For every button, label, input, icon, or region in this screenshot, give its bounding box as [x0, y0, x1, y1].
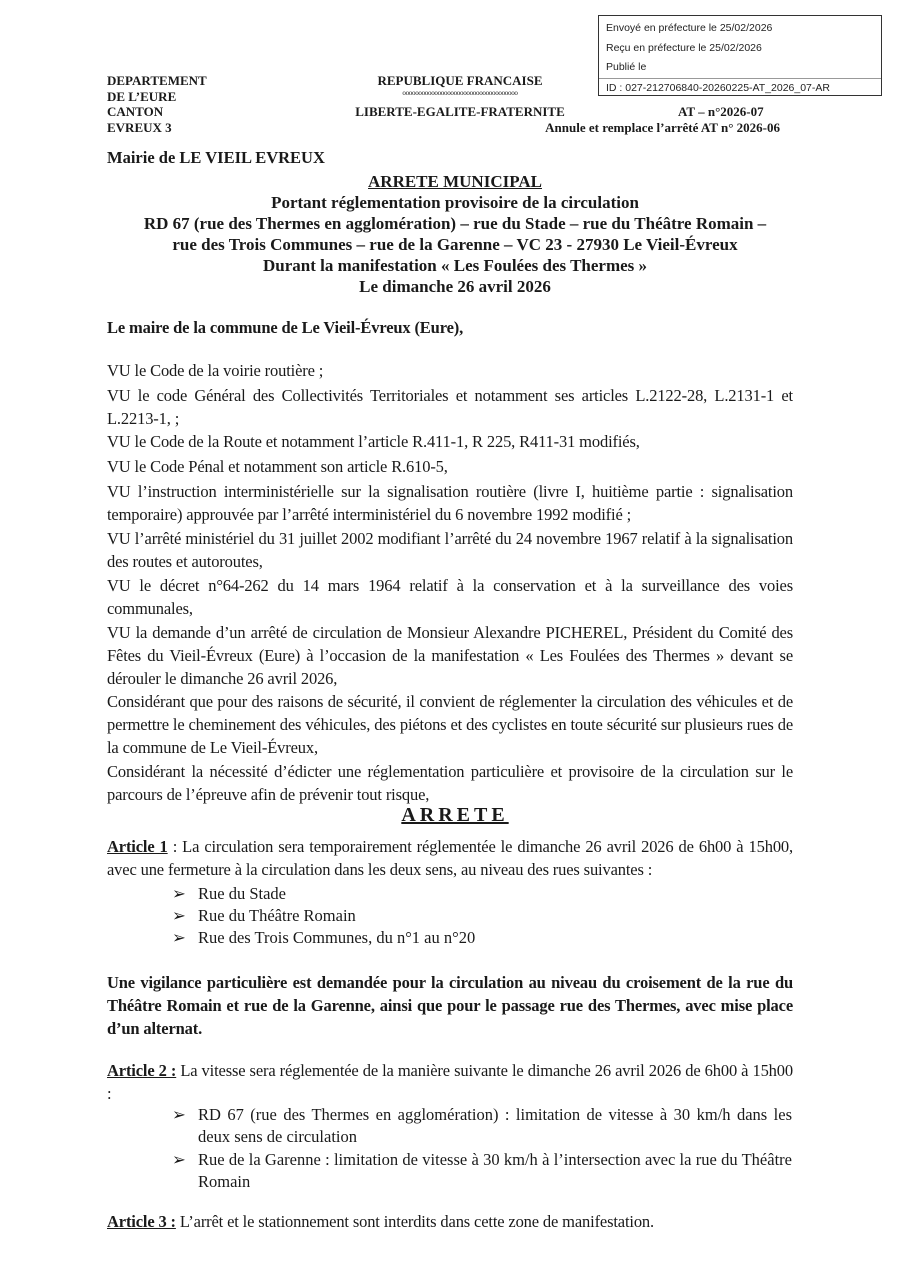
- list-item: [172, 1149, 792, 1193]
- article-2: [107, 1059, 793, 1105]
- prefecture-stamp: [598, 15, 882, 96]
- article-2-label: Article 2 :: [107, 1061, 177, 1080]
- subtitle-line: Durant la manifestation « Les Foulées des Thermes »: [262, 256, 648, 275]
- header-line: CANTON: [107, 104, 164, 119]
- header-line: EVREUX 3: [107, 119, 172, 135]
- mairie-label: Mairie de LE VIEIL EVREUX: [107, 148, 325, 167]
- ornament-divider: oooooooooooooooooooooooooooooooooooo: [402, 88, 518, 97]
- title-block: [100, 171, 810, 297]
- stamp-published: Publié le: [606, 61, 647, 73]
- article-3-label: Article 3 :: [107, 1212, 176, 1231]
- vigilance-note: Une vigilance particulière est demandée pour la circulation au niveau du croisement de la rue du Théâtre Romain et rue de la Garenne, ainsi que pour le passage rue des Thermes, avec mise place d’un alternat.: [107, 973, 793, 1038]
- consideration: VU le Code de la Route et notamment l’article R.411-1, R 225, R411-31 modifiés,: [107, 432, 640, 451]
- republic-title: REPUBLIQUE FRANCAISE: [377, 73, 543, 88]
- reference-number: AT – n°2026-07: [678, 104, 764, 119]
- consideration: VU le code Général des Collectivités Territoriales et notamment ses articles L.2122-28, L.2131-1 et L.2213-1, ;: [107, 386, 793, 428]
- motto: LIBERTE-EGALITE-FRATERNITE: [355, 103, 565, 119]
- street-list: [172, 883, 792, 949]
- department-header: [107, 73, 207, 135]
- speed-list: [172, 1104, 792, 1193]
- subtitle-line: Portant réglementation provisoire de la circulation: [271, 193, 639, 212]
- article-3: [107, 1210, 793, 1233]
- street-name: Rue du Stade: [198, 884, 286, 903]
- subtitle-line: Le dimanche 26 avril 2026: [359, 277, 551, 296]
- arrow-bullet-icon: ➢: [172, 928, 186, 947]
- consideration: Considérant la nécessité d’édicter une réglementation particulière et provisoire de la circulation sur le parcours de l’épreuve afin de prévenir tout risque,: [107, 762, 793, 804]
- speed-rule: RD 67 (rue des Thermes en agglomération) : limitation de vitesse à 30 km/h dans les deux sens de circulation: [198, 1105, 792, 1146]
- consideration: VU le Code de la voirie routière ;: [107, 361, 324, 380]
- page-title: ARRETE MUNICIPAL: [368, 172, 542, 191]
- stamp-id: ID : 027-212706840-20260225-AT_2026_07-AR: [599, 78, 881, 99]
- arrow-bullet-icon: ➢: [172, 906, 186, 925]
- article-2-text: La vitesse sera réglementée de la manière suivante le dimanche 26 avril 2026 de 6h00 à 15h00 :: [107, 1061, 793, 1103]
- mayor-line: Le maire de la commune de Le Vieil-Évreux (Eure),: [107, 318, 464, 337]
- arrow-bullet-icon: ➢: [172, 1105, 186, 1124]
- header-line: DE L’EURE: [107, 88, 177, 104]
- subtitle-line: rue des Trois Communes – rue de la Garenne – VC 23 - 27930 Le Vieil-Évreux: [172, 235, 738, 254]
- arrow-bullet-icon: ➢: [172, 884, 186, 903]
- republic-header: [340, 73, 580, 119]
- speed-rule: Rue de la Garenne : limitation de vitesse à 30 km/h à l’intersection avec la rue du Théâtre Romain: [198, 1150, 792, 1191]
- street-name: Rue des Trois Communes, du n°1 au n°20: [198, 928, 476, 947]
- list-item: [172, 927, 792, 949]
- article-1-label: Article 1: [107, 837, 168, 856]
- stamp-sent: Envoyé en préfecture le 25/02/2026: [606, 22, 773, 34]
- article-1-text: : La circulation sera temporairement réglementée le dimanche 26 avril 2026 de 6h00 à 15h00, avec une fermeture à la circulation dans les deux sens, au niveau des rues suivantes :: [107, 837, 793, 879]
- list-item: [172, 1104, 792, 1148]
- subtitle-line: RD 67 (rue des Thermes en agglomération) – rue du Stade – rue du Théâtre Romain –: [143, 214, 767, 233]
- replaces-note: Annule et remplace l’arrêté AT n° 2026-06: [545, 120, 780, 135]
- consideration: VU la demande d’un arrêté de circulation de Monsieur Alexandre PICHEREL, Président du Comité des Fêtes du Vieil-Évreux (Eure) à l’occasion de la manifestation « Les Foulées des Thermes » devant se dérouler le dimanche 26 avril 2026,: [107, 623, 793, 688]
- arrow-bullet-icon: ➢: [172, 1150, 186, 1169]
- consideration: VU le décret n°64-262 du 14 mars 1964 relatif à la conservation et à la surveillance des voies communales,: [107, 576, 793, 618]
- stamp-received: Reçu en préfecture le 25/02/2026: [606, 41, 762, 54]
- consideration: VU l’arrêté ministériel du 31 juillet 2002 modifiant l’arrêté du 24 novembre 1967 relatif à la signalisation des routes et autoroutes,: [107, 529, 793, 571]
- list-item: [172, 905, 792, 927]
- consideration: Considérant que pour des raisons de sécurité, il convient de réglementer la circulation des véhicules et de permettre le cheminement des véhicules, des piétons et des cyclistes en toute sécurité sur plusieurs rues de la commune de Le Vieil-Évreux,: [107, 692, 793, 757]
- consideration: VU l’instruction interministérielle sur la signalisation routière (livre I, huitième partie : signalisation temporaire) approuvée par l’arrêté interministériel du 6 novembre 1992 modifié ;: [107, 482, 793, 524]
- arrete-heading: ARRETE: [401, 804, 509, 826]
- article-3-text: L’arrêt et le stationnement sont interdits dans cette zone de manifestation.: [175, 1212, 655, 1231]
- article-1: [107, 835, 793, 881]
- street-name: Rue du Théâtre Romain: [198, 906, 356, 925]
- header-line: DEPARTEMENT: [107, 73, 207, 88]
- consideration: VU le Code Pénal et notamment son article R.610-5,: [107, 457, 448, 476]
- list-item: [172, 883, 792, 905]
